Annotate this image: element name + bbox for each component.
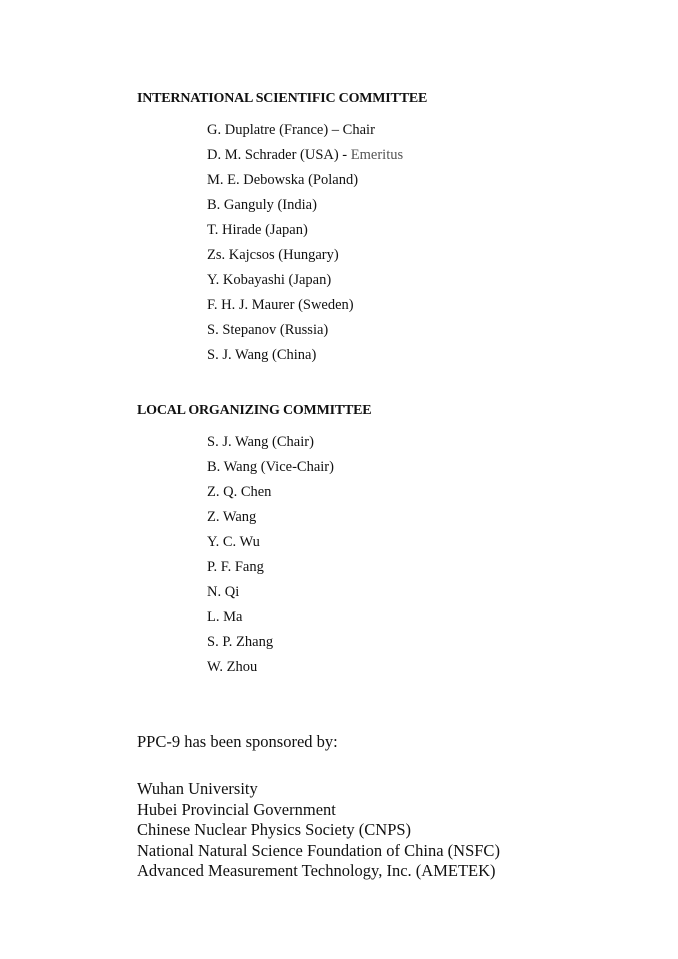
list-item: P. F. Fang <box>207 559 264 575</box>
list-item: Y. Kobayashi (Japan) <box>207 272 332 288</box>
local-committee-list <box>207 430 334 680</box>
international-committee-heading: INTERNATIONAL SCIENTIFIC COMMITTEE <box>137 91 428 106</box>
list-item: L. Ma <box>207 609 243 625</box>
list-item: Chinese Nuclear Physics Society (CNPS) <box>137 820 412 839</box>
list-item: Y. C. Wu <box>207 534 260 550</box>
list-item: S. J. Wang (Chair) <box>207 434 314 450</box>
sponsors-list <box>137 779 500 882</box>
list-item: M. E. Debowska (Poland) <box>207 172 359 188</box>
list-item: National Natural Science Foundation of China (NSFC) <box>137 840 500 860</box>
list-item: T. Hirade (Japan) <box>207 222 308 238</box>
list-item: Zs. Kajcsos (Hungary) <box>207 247 339 263</box>
list-item: Hubei Provincial Government <box>137 799 336 819</box>
list-item: B. Ganguly (India) <box>207 197 317 213</box>
local-committee-heading: LOCAL ORGANIZING COMMITTEE <box>137 403 372 418</box>
list-item: Z. Wang <box>207 509 257 525</box>
list-item: Z. Q. Chen <box>207 484 272 500</box>
list-item: S. P. Zhang <box>207 634 274 650</box>
list-item: B. Wang (Vice-Chair) <box>207 459 334 475</box>
list-item: F. H. J. Maurer (Sweden) <box>207 297 354 313</box>
list-item: Wuhan University <box>137 779 258 798</box>
international-committee-list <box>207 118 403 368</box>
list-item: S. J. Wang (China) <box>207 347 317 363</box>
list-item: N. Qi <box>207 584 240 600</box>
sponsors-intro: PPC-9 has been sponsored by: <box>137 732 338 751</box>
list-item: Advanced Measurement Technology, Inc. (AMETEK) <box>137 861 496 880</box>
list-item: D. M. Schrader (USA) - Emeritus <box>207 147 404 163</box>
list-item: W. Zhou <box>207 659 258 675</box>
list-item: S. Stepanov (Russia) <box>207 322 329 338</box>
list-item: G. Duplatre (France) – Chair <box>207 122 375 138</box>
emeritus-label: Emeritus <box>350 147 404 163</box>
